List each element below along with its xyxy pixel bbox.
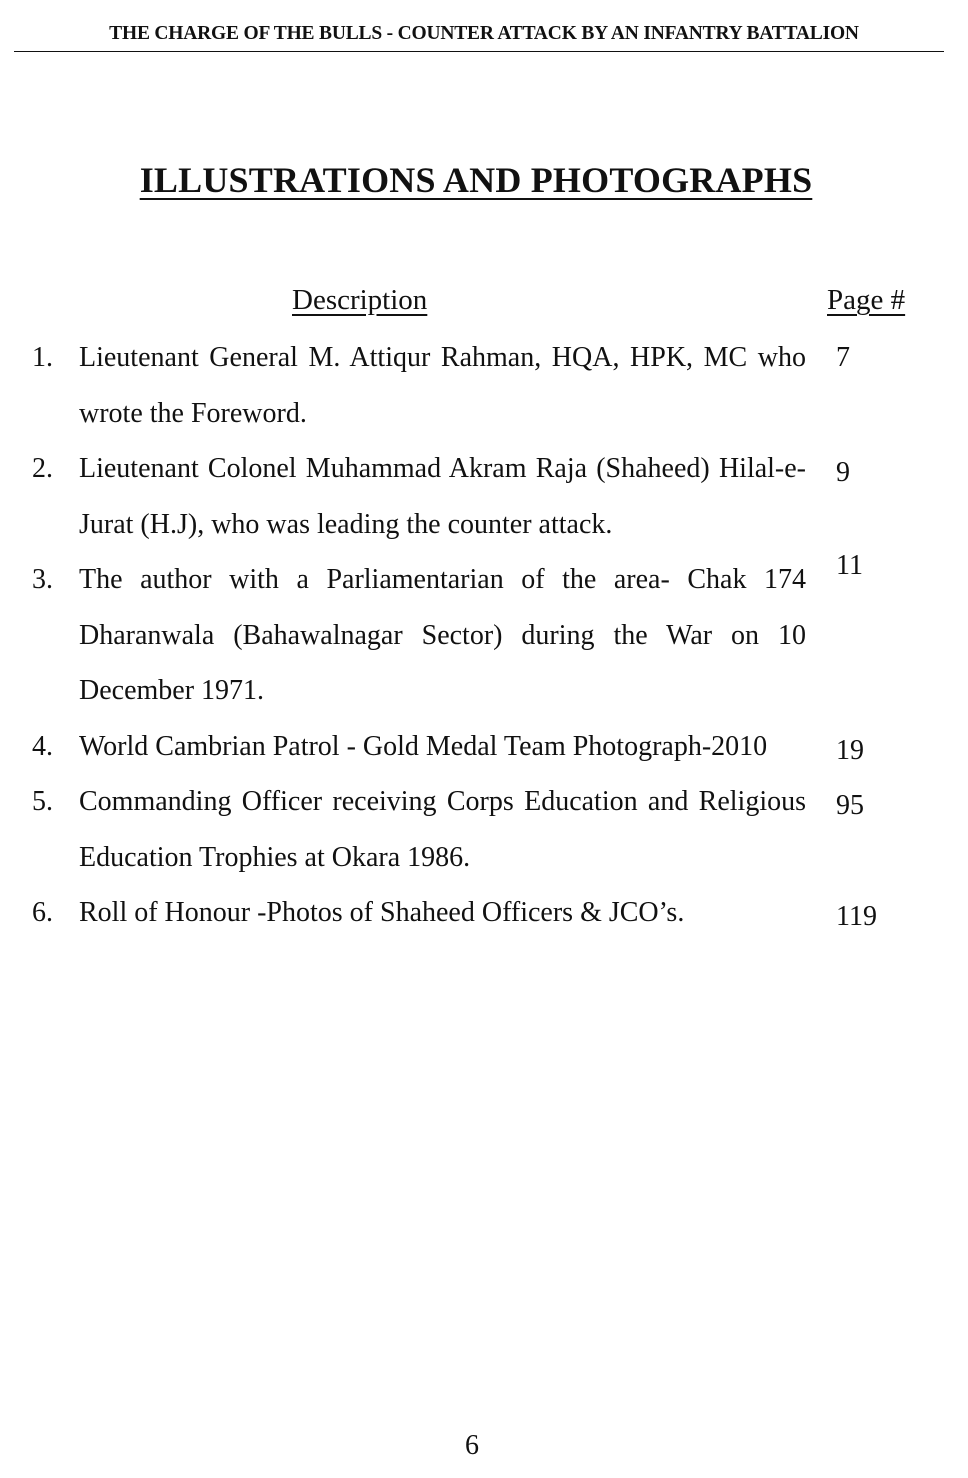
entry-number: 2.	[32, 453, 53, 484]
entry-description: World Cambrian Patrol - Gold Medal Team Photograph-2010	[79, 730, 768, 762]
page-title	[0, 157, 952, 203]
description-column-heading: Description	[292, 284, 428, 316]
list-item	[0, 330, 968, 441]
list-item	[0, 774, 968, 885]
list-item	[0, 885, 968, 941]
entry-number: 4.	[32, 730, 53, 762]
entry-page-number: 95	[836, 790, 864, 821]
entry-description: Commanding Officer receiving Corps Education and Religious Education Trophies at Okara 1986.	[79, 786, 806, 873]
list-item	[0, 552, 968, 719]
entry-page-number: 9	[836, 457, 850, 488]
entry-page-number: 7	[836, 342, 850, 373]
page-title-text: ILLUSTRATIONS AND PHOTOGRAPHS	[139, 160, 813, 200]
page-column-heading: Page #	[827, 284, 906, 316]
header-rule	[14, 51, 944, 52]
page-number: 6	[465, 1430, 479, 1461]
list-item	[0, 719, 968, 775]
entry-number: 5.	[32, 786, 53, 817]
entry-description: The author with a Parliamentarian of the area- Chak 174 Dharanwala (Bahawalnagar Sector) during the War on 10 December 1971.	[79, 564, 806, 706]
entry-number: 3.	[32, 564, 53, 595]
running-header: THE CHARGE OF THE BULLS - COUNTER ATTACK BY AN INFANTRY BATTALION	[109, 23, 859, 44]
entry-number: 1.	[32, 342, 53, 373]
entry-page-number: 11	[836, 550, 863, 581]
illustrations-list	[0, 330, 968, 941]
entry-page-number: 19	[836, 734, 864, 766]
entry-description: Roll of Honour -Photos of Shaheed Officers & JCO’s.	[79, 897, 685, 928]
entry-description: Lieutenant General M. Attiqur Rahman, HQA, HPK, MC who wrote the Foreword.	[79, 342, 806, 429]
list-item	[0, 441, 968, 552]
entry-number: 6.	[32, 897, 53, 928]
entry-description: Lieutenant Colonel Muhammad Akram Raja (Shaheed) Hilal-e-Jurat (H.J), who was leading the counter attack.	[79, 453, 806, 540]
entry-page-number: 119	[836, 901, 877, 932]
